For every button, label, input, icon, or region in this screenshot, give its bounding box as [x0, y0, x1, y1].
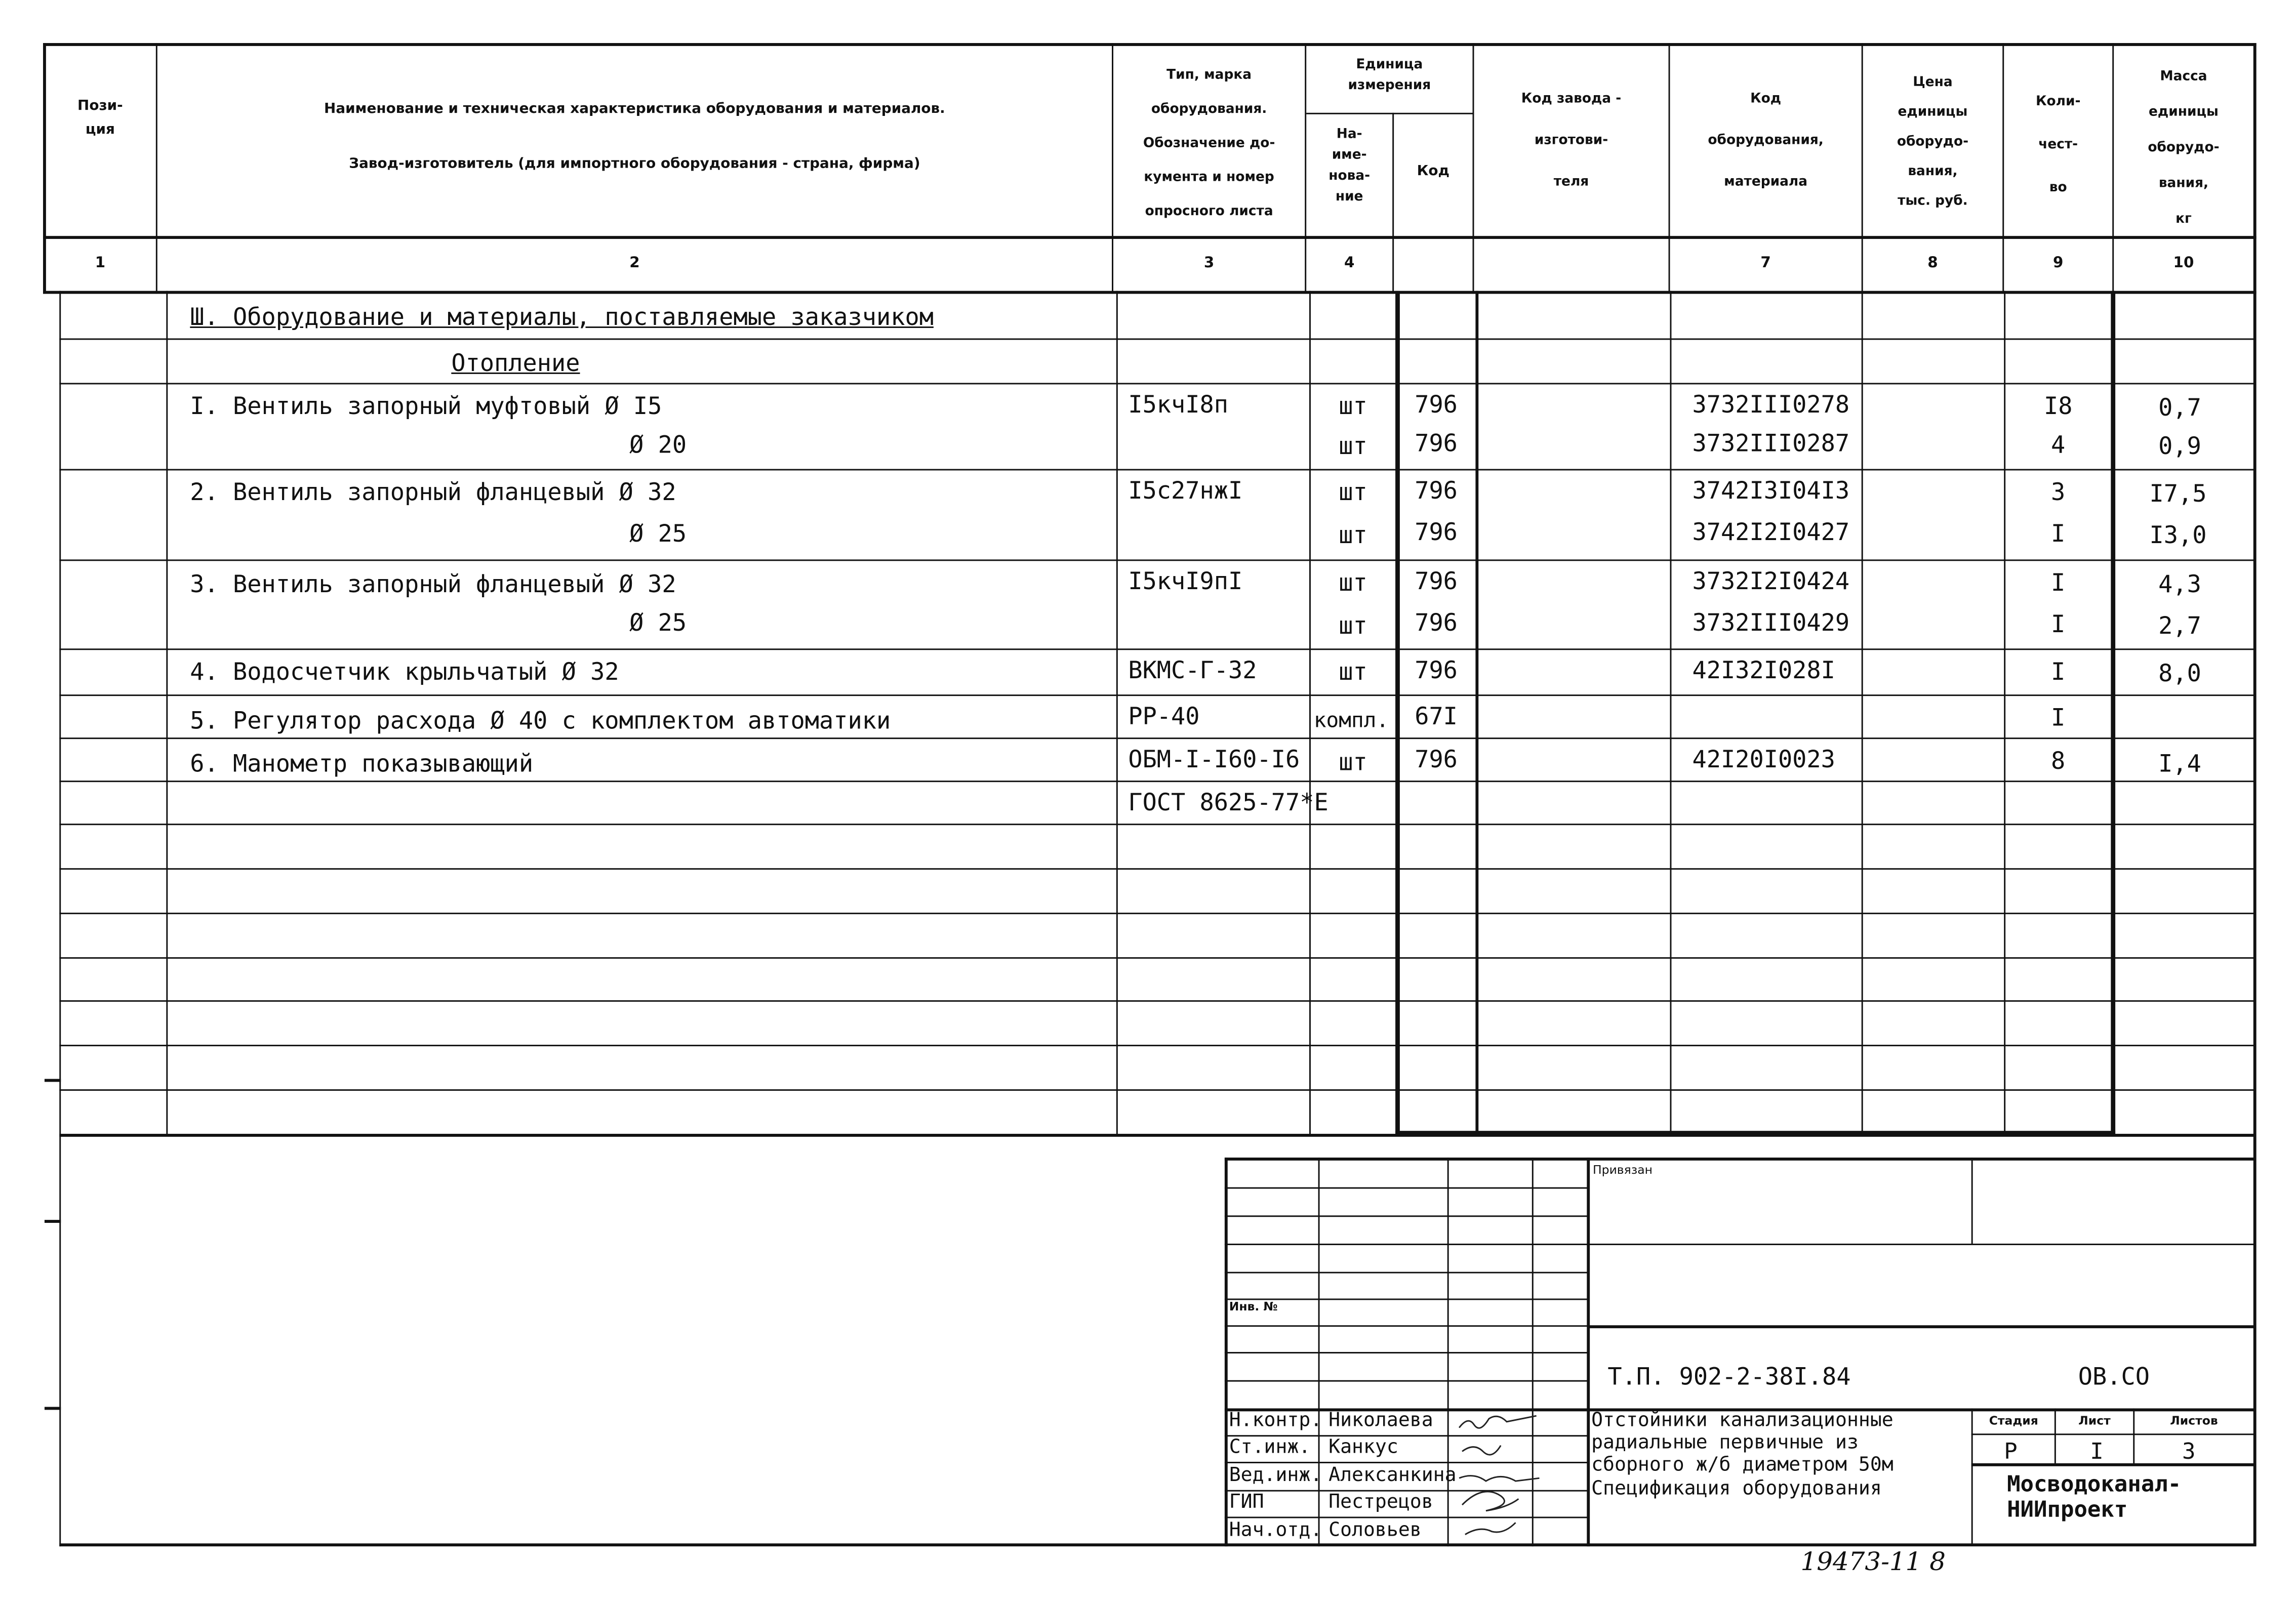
row-7-mass: 8,0 [2158, 659, 2201, 687]
title-line-3: сборного ж/б диаметром 50м [1591, 1454, 1894, 1477]
row-7-code: 796 [1415, 655, 1458, 684]
sheets-value: 3 [2182, 1438, 2196, 1465]
header-type: Тип, марка оборудования. Обозначение до- кумента и номер опросного листа [1143, 68, 1275, 220]
colnum-10: 10 [2173, 255, 2194, 272]
signature-role-1: Н.контр. [1229, 1410, 1322, 1432]
row-3-code: 796 [1415, 476, 1458, 505]
title-line-1: Отстойники канализационные [1591, 1410, 1894, 1432]
row-5-code: 796 [1415, 567, 1458, 595]
colnum-2: 2 [629, 255, 640, 272]
row-4-qty: I [2051, 519, 2066, 548]
row-2-name: Ø 20 [629, 430, 687, 459]
signature-role-2: Ст.инж. [1229, 1436, 1311, 1459]
signature-name-4: Пестрецов [1328, 1491, 1433, 1514]
row-6-mcode: 3732III0429 [1692, 608, 1850, 637]
signature-name-3: Алексанкина [1328, 1464, 1457, 1487]
row-3-name: 2. Вентиль запорный фланцевый Ø 32 [190, 478, 676, 506]
row-3-mcode: 3742I3I04I3 [1692, 476, 1850, 505]
handwritten-archive-number: 19473-11 8 [1800, 1548, 1946, 1578]
row-1-mcode: 3732III0278 [1692, 390, 1850, 419]
row-5-unit: шт [1339, 568, 1367, 597]
row-7-qty: I [2051, 657, 2066, 686]
row-5-qty: I [2051, 568, 2066, 597]
section-title: Ш. Оборудование и материалы, поставляемые заказчиком [190, 303, 934, 331]
colnum-1: 1 [95, 255, 106, 272]
row-2-unit: шт [1339, 432, 1367, 460]
document-code: ОВ.СО [2078, 1362, 2150, 1391]
row-1-unit: шт [1339, 392, 1367, 420]
stage-label: Стадия [1989, 1414, 2038, 1428]
row-5-mass: 4,3 [2158, 569, 2201, 598]
header-bottom-line [43, 236, 2257, 238]
handwritten-signatures [1447, 1407, 1589, 1547]
header-quantity: Коли- чест- во [2035, 95, 2081, 196]
row-8-type: РР-40 [1128, 702, 1200, 730]
row-8-name: 5. Регулятор расхода Ø 40 с комплектом автоматики [190, 706, 891, 735]
row-1-type: I5кчI8п [1128, 390, 1229, 419]
row-9-qty: 8 [2051, 746, 2066, 775]
subsection-title: Отопление [451, 349, 580, 377]
row-6-code: 796 [1415, 608, 1458, 637]
row-4-mcode: 3742I2I0427 [1692, 518, 1850, 546]
row-4-name: Ø 25 [629, 519, 687, 548]
row-9-name: 6. Манометр показывающий [190, 749, 534, 778]
number-row-bottom-line [43, 291, 2257, 294]
row-6-qty: I [2051, 610, 2066, 638]
colnum-3: 3 [1203, 255, 1215, 272]
frame-right [2253, 43, 2257, 1545]
row-1-qty: I8 [2043, 392, 2073, 420]
row-7-mcode: 42I32I028I [1692, 655, 1835, 684]
organization-line-1: Мосводоканал- [2007, 1470, 2182, 1498]
row-5-type: I5кчI9пI [1128, 567, 1243, 595]
signature-role-4: ГИП [1229, 1491, 1264, 1514]
row-10-type: ГОСТ 8625-77*Е [1128, 788, 1328, 816]
sheet-value: I [2090, 1438, 2104, 1465]
document-number: Т.П. 902-2-38I.84 [1607, 1362, 1851, 1391]
row-8-code: 67I [1415, 702, 1458, 730]
inventory-number-label: Инв. № [1229, 1300, 1278, 1313]
signature-name-1: Николаева [1328, 1410, 1433, 1432]
row-2-mass: 0,9 [2158, 432, 2201, 460]
row-9-type: ОБМ-I-I60-I6 [1128, 745, 1300, 773]
signature-name-2: Канкус [1328, 1436, 1398, 1459]
row-6-unit: шт [1339, 611, 1367, 640]
header-unit-name: На- име- нова- ние [1328, 128, 1371, 205]
row-7-type: ВКМС-Г-32 [1128, 655, 1257, 684]
row-8-unit: компл. [1313, 709, 1389, 733]
colnum-7: 7 [1760, 255, 1771, 272]
row-3-unit: шт [1339, 478, 1367, 506]
signature-name-5: Соловьев [1328, 1519, 1422, 1542]
header-position: Пози- ция [77, 98, 123, 138]
row-5-name: 3. Вентиль запорный фланцевый Ø 32 [190, 569, 676, 598]
row-2-code: 796 [1415, 429, 1458, 458]
frame-bottom [59, 1543, 2256, 1546]
row-1-code: 796 [1415, 390, 1458, 419]
row-7-name: 4. Водосчетчик крыльчатый Ø 32 [190, 657, 619, 686]
row-9-mcode: 42I20I0023 [1692, 745, 1835, 773]
title-line-2: радиальные первичные из [1591, 1432, 1859, 1455]
row-2-qty: 4 [2051, 430, 2066, 459]
header-factory-code: Код завода - изготови- теля [1521, 92, 1622, 190]
colnum-8: 8 [1927, 255, 1938, 272]
row-9-unit: шт [1339, 748, 1367, 776]
header-name-line2: Завод-изготовитель (для импортного оборудования - страна, фирма) [349, 155, 920, 173]
colnum-4: 4 [1344, 255, 1355, 272]
row-6-mass: 2,7 [2158, 611, 2201, 640]
row-4-mass: I3,0 [2149, 521, 2207, 549]
row-3-mass: I7,5 [2149, 479, 2207, 508]
header-unit-group: Единица измерения [1348, 58, 1431, 94]
header-material-code: Код оборудования, материала [1708, 92, 1824, 190]
row-6-name: Ø 25 [629, 608, 687, 637]
stage-value: Р [2004, 1438, 2018, 1465]
sheets-label: Листов [2170, 1414, 2218, 1428]
row-7-unit: шт [1339, 657, 1367, 686]
row-5-mcode: 3732I2I0424 [1692, 567, 1850, 595]
row-9-mass: I,4 [2158, 749, 2201, 778]
row-4-unit: шт [1339, 521, 1367, 549]
row-4-code: 796 [1415, 518, 1458, 546]
frame-top [43, 43, 2257, 46]
header-name-line1: Наименование и техническая характеристика оборудования и материалов. [324, 101, 945, 117]
row-2-mcode: 3732III0287 [1692, 429, 1850, 458]
row-8-qty: I [2051, 703, 2066, 732]
row-9-code: 796 [1415, 745, 1458, 773]
signature-role-3: Вед.инж. [1229, 1464, 1322, 1487]
colnum-9: 9 [2053, 255, 2064, 272]
signature-role-5: Нач.отд. [1229, 1519, 1322, 1542]
row-1-name: I. Вентиль запорный муфтовый Ø I5 [190, 392, 662, 420]
row-3-type: I5с27нжI [1128, 476, 1243, 505]
header-unit-code: Код [1417, 163, 1450, 180]
organization-line-2: НИИпроект [2007, 1496, 2128, 1523]
header-price: Цена единицы оборудо- вания, тыс. руб. [1897, 75, 1969, 210]
row-1-mass: 0,7 [2158, 393, 2201, 422]
sheet-label: Лист [2078, 1414, 2111, 1428]
header-mass: Масса единицы оборудо- вания, кг [2148, 69, 2220, 227]
title-line-4: Спецификация оборудования [1591, 1478, 1882, 1501]
privyazan-label: Привязан [1593, 1163, 1653, 1177]
frame-left-body [59, 291, 61, 1546]
row-3-qty: 3 [2051, 478, 2066, 506]
